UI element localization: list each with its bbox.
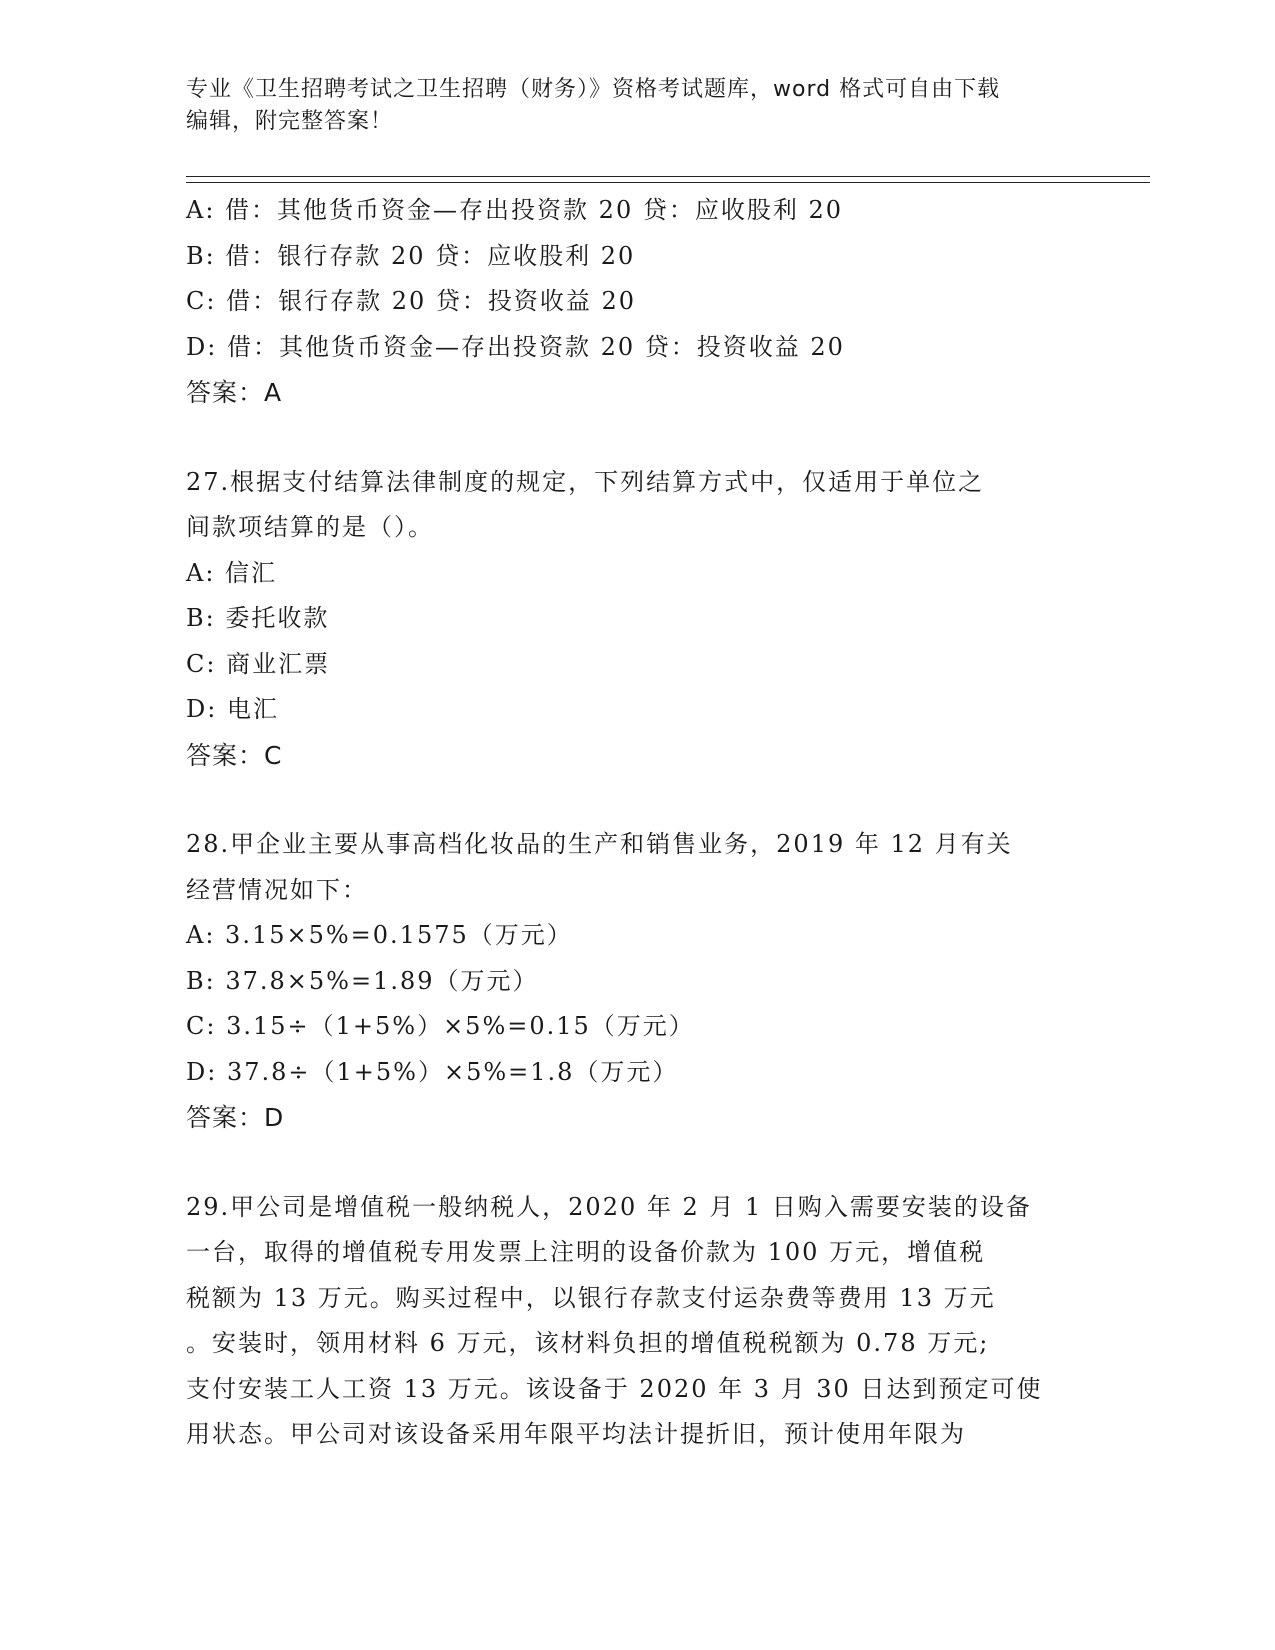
option-d: D: 借：其他货币资金—存出投资款 20 贷：投资收益 20: [186, 332, 845, 361]
document-body: [186, 188, 1086, 1458]
header-divider-bottom: [186, 182, 1150, 183]
question-26: [186, 188, 1086, 416]
option-c: C: 3.15÷（1+5%）×5%=0.15（万元）: [186, 1012, 695, 1040]
header-line-1: 专业《卫生招聘考试之卫生招聘（财务）》资格考试题库，word 格式可自由下载: [186, 77, 1001, 102]
spacer: [186, 778, 1086, 822]
option-b: B: 37.8×5%=1.89（万元）: [186, 966, 539, 995]
question-27: [186, 460, 1086, 779]
question-text-line: 28.甲企业主要从事高档化妆品的生产和销售业务，2019 年 12 月有关: [186, 830, 1013, 858]
question-text-line: 一台，取得的增值税专用发票上注明的设备价款为 100 万元，增值税: [186, 1238, 986, 1266]
option-c: C: 商业汇票: [186, 649, 331, 678]
question-29: [186, 1185, 1086, 1458]
question-text-line: 27.根据支付结算法律制度的规定，下列结算方式中，仅适用于单位之: [186, 467, 985, 496]
option-b: B: 委托收款: [186, 604, 330, 632]
answer: 答案：D: [186, 1103, 285, 1132]
option-d: D: 电汇: [186, 695, 279, 723]
question-text-line: 税额为 13 万元。购买过程中，以银行存款支付运杂费等费用 13 万元: [186, 1283, 996, 1312]
spacer: [186, 1141, 1086, 1185]
document-header: [186, 74, 1086, 138]
question-28: [186, 822, 1086, 1141]
question-text-line: 间款项结算的是（）。: [186, 513, 434, 541]
header-divider-top: [186, 176, 1150, 177]
question-text-line: 29.甲公司是增值税一般纳税人，2020 年 2 月 1 日购入需要安装的设备: [186, 1192, 1032, 1221]
option-a: A: 借：其他货币资金—存出投资款 20 贷：应收股利 20: [186, 196, 844, 224]
question-text-line: 。安装时，领用材料 6 万元，该材料负担的增值税税额为 0.78 万元;: [186, 1329, 990, 1357]
spacer: [186, 416, 1086, 460]
answer: 答案：A: [186, 378, 283, 407]
option-c: C: 借：银行存款 20 贷：投资收益 20: [186, 287, 637, 315]
option-b: B: 借：银行存款 20 贷：应收股利 20: [186, 241, 636, 270]
question-text-line: 经营情况如下：: [186, 875, 368, 904]
option-a: A: 信汇: [186, 558, 278, 587]
answer: 答案：C: [186, 740, 283, 770]
question-text-line: 支付安装工人工资 13 万元。该设备于 2020 年 3 月 30 日达到预定可使: [186, 1374, 1043, 1403]
option-a: A: 3.15×5%=0.1575（万元）: [186, 921, 573, 949]
option-d: D: 37.8÷（1+5%）×5%=1.8（万元）: [186, 1057, 679, 1086]
question-text-line: 用状态。甲公司对该设备采用年限平均法计提折旧，预计使用年限为: [186, 1420, 966, 1448]
header-line-2: 编辑，附完整答案！: [186, 109, 394, 134]
